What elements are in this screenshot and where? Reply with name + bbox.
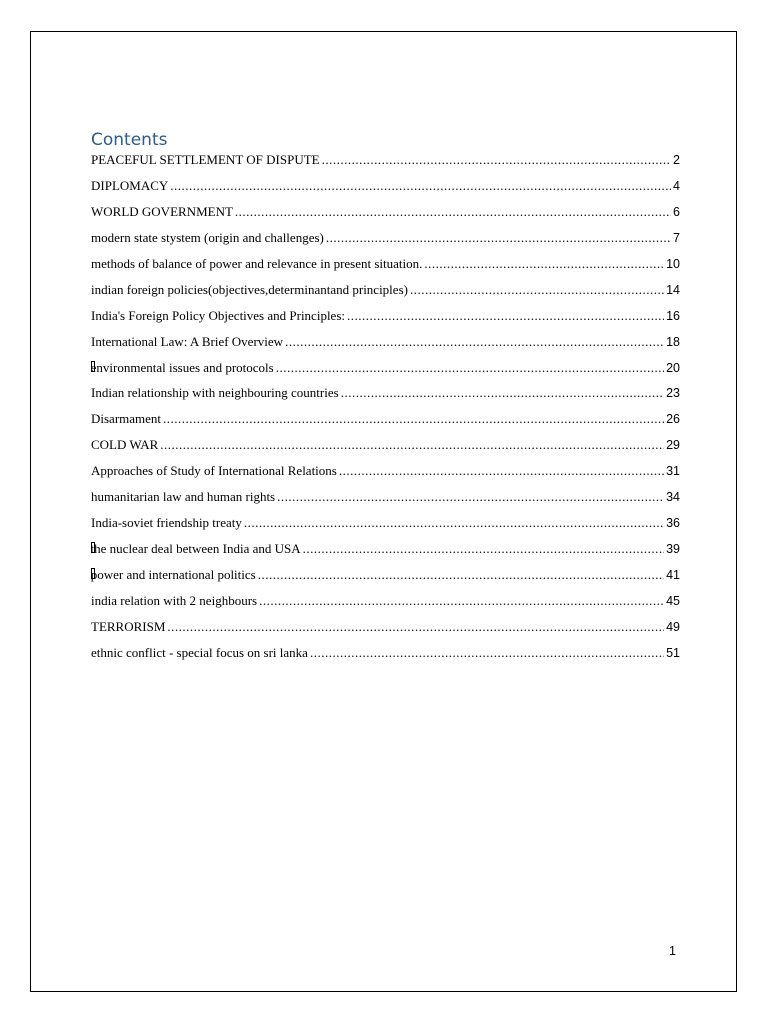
toc-entry[interactable] bbox=[91, 515, 680, 541]
toc-entry[interactable] bbox=[91, 541, 680, 567]
toc-entry-title: India-soviet friendship treaty bbox=[91, 515, 242, 531]
toc-entry-page: 10 bbox=[666, 256, 680, 271]
dot-leader bbox=[170, 178, 671, 194]
toc-entry-title: humanitarian law and human rights bbox=[91, 489, 276, 505]
toc-entry[interactable] bbox=[91, 593, 680, 619]
toc-entry-page: 51 bbox=[666, 645, 680, 660]
dot-leader bbox=[235, 204, 671, 220]
dot-leader bbox=[259, 593, 664, 609]
dot-leader bbox=[258, 567, 664, 583]
toc-entry-page: 2 bbox=[673, 153, 680, 167]
toc-list bbox=[91, 152, 680, 671]
dot-leader bbox=[163, 411, 664, 427]
toc-entry[interactable] bbox=[91, 489, 680, 515]
toc-entry-page: 34 bbox=[666, 490, 680, 505]
toc-entry[interactable] bbox=[91, 360, 680, 386]
dot-leader bbox=[276, 360, 664, 376]
toc-entry-page: 14 bbox=[666, 282, 680, 297]
toc-entry-page: 7 bbox=[673, 230, 680, 245]
toc-entry[interactable] bbox=[91, 204, 680, 230]
toc-entry-page: 29 bbox=[666, 438, 680, 453]
toc-entry-title: the nuclear deal between India and USA bbox=[91, 541, 301, 557]
toc-entry-title: Disarmament bbox=[91, 411, 162, 427]
toc-entry[interactable] bbox=[91, 152, 680, 178]
toc-entry[interactable] bbox=[91, 230, 680, 256]
toc-entry-title: India's Foreign Policy Objectives and Principles: bbox=[91, 307, 345, 323]
toc-entry-title: Indian relationship with neighbouring countries bbox=[91, 385, 339, 401]
dot-leader bbox=[424, 256, 664, 272]
toc-entry[interactable] bbox=[91, 645, 680, 671]
toc-entry[interactable] bbox=[91, 256, 680, 282]
toc-entry-page: 36 bbox=[666, 516, 680, 531]
page-number: 1 bbox=[669, 944, 676, 958]
dot-leader bbox=[244, 515, 664, 531]
dot-leader bbox=[167, 619, 664, 635]
toc-entry-title: TERRORISM bbox=[91, 618, 166, 634]
toc-entry[interactable] bbox=[91, 619, 680, 645]
toc-entry-page: 23 bbox=[666, 386, 680, 401]
toc-entry-page: 4 bbox=[673, 178, 680, 193]
dot-leader bbox=[339, 463, 664, 479]
toc-entry-page: 49 bbox=[666, 619, 680, 634]
toc-entry-title: International Law: A Brief Overview bbox=[91, 333, 284, 349]
toc-entry-title: PEACEFUL SETTLEMENT OF DISPUTE bbox=[91, 152, 320, 167]
toc-entry-page: 20 bbox=[666, 360, 680, 375]
toc-entry-page: 18 bbox=[666, 334, 680, 349]
toc-entry[interactable] bbox=[91, 463, 680, 489]
toc-entry[interactable] bbox=[91, 385, 680, 411]
toc-entry-page: 39 bbox=[666, 542, 680, 557]
toc-entry[interactable] bbox=[91, 437, 680, 463]
toc-entry[interactable] bbox=[91, 282, 680, 308]
toc-entry-title: DIPLOMACY bbox=[91, 177, 169, 193]
toc-entry-page: 16 bbox=[666, 308, 680, 323]
toc-entry-title: environmental issues and protocols bbox=[91, 359, 274, 375]
toc-entry-page: 6 bbox=[673, 204, 680, 219]
toc-entry[interactable] bbox=[91, 411, 680, 437]
toc-entry-title: methods of balance of power and relevance in present situation. bbox=[91, 255, 423, 271]
toc-entry[interactable] bbox=[91, 308, 680, 334]
dot-leader bbox=[310, 645, 664, 661]
dot-leader bbox=[303, 541, 664, 557]
dot-leader bbox=[285, 334, 664, 350]
dot-leader bbox=[160, 437, 664, 453]
toc-entry-title: modern state stystem (origin and challenges) bbox=[91, 229, 324, 245]
toc-entry-page: 26 bbox=[666, 412, 680, 427]
toc-entry-title: power and international politics bbox=[91, 567, 256, 582]
toc-entry-title: ethnic conflict - special focus on sri lanka bbox=[91, 644, 308, 660]
toc-entry-title: indian foreign policies(objectives,determinantand principles) bbox=[91, 281, 408, 297]
toc-entry[interactable] bbox=[91, 178, 680, 204]
dot-leader bbox=[410, 282, 664, 298]
toc-entry-page: 41 bbox=[666, 568, 680, 582]
dot-leader bbox=[341, 385, 664, 401]
toc-entry-title: Approaches of Study of International Relations bbox=[91, 463, 337, 479]
toc-entry-title: india relation with 2 neighbours bbox=[91, 592, 258, 608]
dot-leader bbox=[322, 152, 671, 168]
dot-leader bbox=[347, 308, 664, 324]
toc-entry-title: WORLD GOVERNMENT bbox=[91, 203, 233, 219]
toc-entry[interactable] bbox=[91, 334, 680, 360]
dot-leader bbox=[326, 230, 671, 246]
document-page bbox=[30, 31, 737, 992]
toc-entry-page: 31 bbox=[666, 464, 680, 479]
toc-entry-page: 45 bbox=[666, 593, 680, 608]
toc-heading: Contents bbox=[91, 130, 168, 150]
toc-entry-title: COLD WAR bbox=[91, 437, 159, 453]
dot-leader bbox=[277, 489, 664, 505]
toc-entry[interactable] bbox=[91, 567, 680, 593]
